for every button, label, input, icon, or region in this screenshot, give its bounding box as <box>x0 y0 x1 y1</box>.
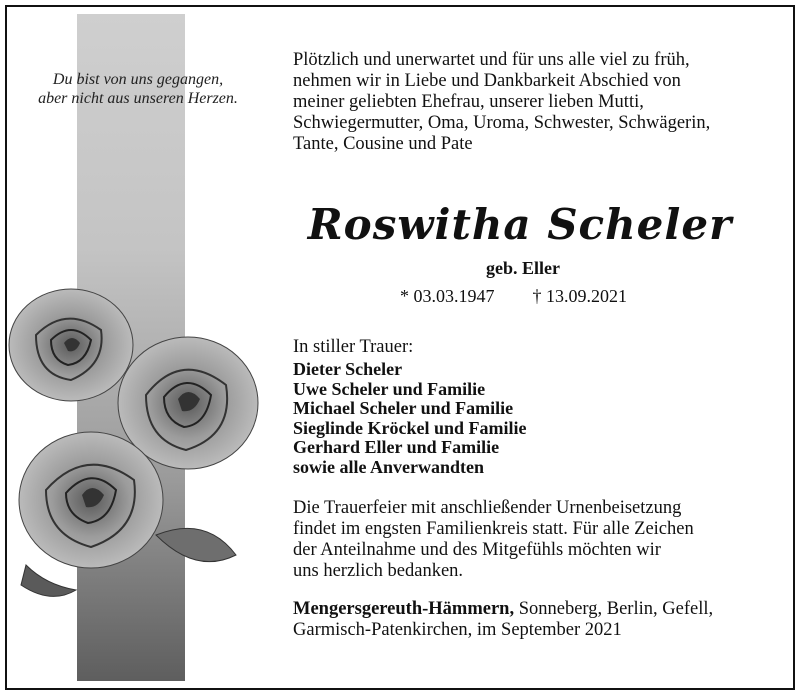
family-member: Michael Scheler und Familie <box>293 398 514 418</box>
family-list <box>293 360 773 477</box>
family-member: Dieter Scheler <box>293 359 403 379</box>
family-member: Gerhard Eller und Familie <box>293 437 500 457</box>
motto: Du bist von uns gegangen, aber nicht aus unseren Herzen. <box>38 71 238 107</box>
place-main: Mengersgereuth-Hämmern, <box>293 599 515 619</box>
family-member: Sieglinde Kröckel und Familie <box>293 417 527 438</box>
intro-text: Plötzlich und unerwartet und für uns alle viel zu früh, nehmen wir in Liebe und Dankbarkeit Abschied von meiner geliebten Ehefrau, unserer lieben Mutti, Schwiegermutter, Oma, Uroma, Schwester, Schwägerin, Tante, Cousine und Pate <box>293 50 711 154</box>
place-and-date <box>293 599 773 641</box>
mourning-label: In stiller Trauer: <box>293 337 414 357</box>
leaf <box>156 528 236 561</box>
roses-image <box>6 285 266 605</box>
service-text: Die Trauerfeier mit anschließender Urnenbeisetzung findet im engsten Familienkreis statt. Für alle Zeichen der Anteilnahme und des Mitgefühls möchten wir uns herzlich bedanken. <box>293 498 694 581</box>
place-line2: Garmisch-Patenkirchen, im September 2021 <box>293 620 622 640</box>
rose-3 <box>19 432 163 568</box>
family-member: sowie alle Anverwandten <box>293 456 484 477</box>
place-rest: Sonneberg, Berlin, Gefell, <box>514 599 714 619</box>
maiden-name: geb. Eller <box>486 258 560 278</box>
death-date: † 13.09.2021 <box>532 286 627 306</box>
family-member: Uwe Scheler und Familie <box>293 378 486 399</box>
life-dates <box>400 286 660 307</box>
leaf <box>21 565 76 596</box>
birth-date: * 03.03.1947 <box>400 286 495 306</box>
rose-1 <box>9 289 133 401</box>
deceased-name: Roswitha Scheler <box>307 200 733 249</box>
